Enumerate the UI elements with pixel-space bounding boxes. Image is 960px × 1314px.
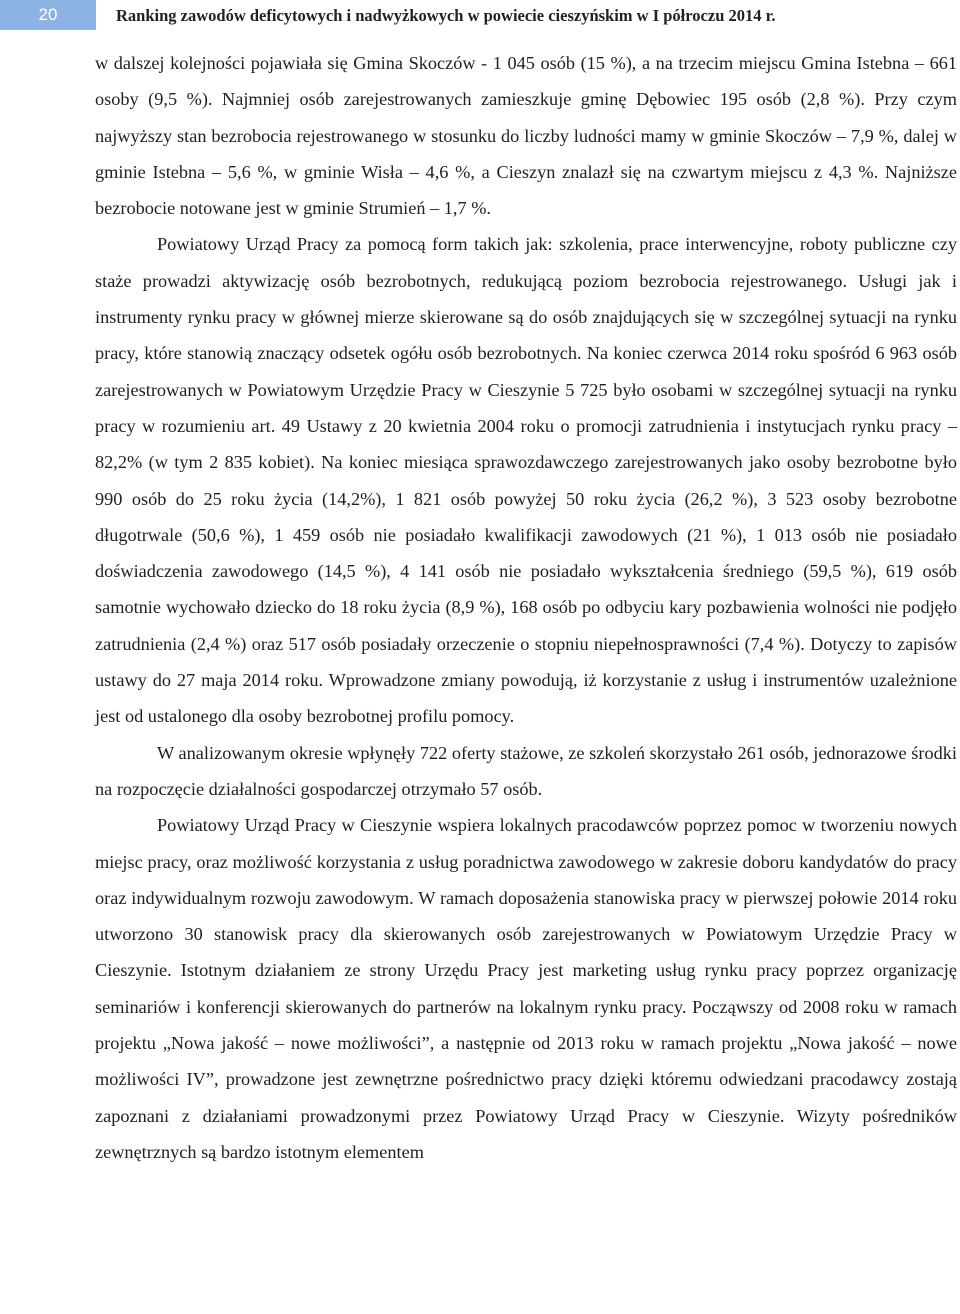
paragraph-offers: W analizowanym okresie wpłynęły 722 oferty stażowe, ze szkoleń skorzystało 261 osób, jednorazowe środki na rozpoczęcie działalności gospodarczej otrzymało 57 osób. — [95, 742, 957, 799]
paragraph-employer-support: Powiatowy Urząd Pracy w Cieszynie wspiera lokalnych pracodawców poprzez pomoc w tworzeniu nowych miejsc pracy, oraz możliwość korzystania z usług poradnictwa zawodowego w zakresie doboru kandydatów do pracy oraz indywidualnym rozwoju zawodowym. W ramach doposażenia stanowiska pracy w pierwszej połowie 2014 roku utworzono 30 stanowisk pracy dla skierowanych osób zarejestrowanych w Powiatowym Urzędzie Pracy w Cieszynie. Istotnym działaniem ze strony Urzędu Pracy jest marketing usług rynku pracy poprzez organizację seminariów i konferencji skierowanych do partnerów na lokalnym rynku pracy. Począwszy od 2008 roku w ramach projektu „Nowa jakość – nowe możliwości”, a następnie od 2013 roku w ramach projektu „Nowa jakość – nowe możliwości IV”, prowadzone jest zewnętrzne pośrednictwo pracy dzięki któremu odwiedzani pracodawcy zostają zapoznani z działaniami prowadzonymi przez Powiatowy Urząd Pracy w Cieszynie. Wizyty pośredników zewnętrznych są bardzo istotnym elementem — [95, 815, 957, 1162]
document-body — [95, 45, 957, 1170]
running-title: Ranking zawodów deficytowych i nadwyżkowych w powiecie cieszyńskim w I półroczu 2014 r. — [116, 6, 776, 25]
page-number: 20 — [0, 0, 96, 30]
paragraph-special-situation: Powiatowy Urząd Pracy za pomocą form takich jak: szkolenia, prace interwencyjne, roboty publiczne czy staże prowadzi aktywizację osób bezrobotnych, redukującą poziom bezrobocia rejestrowanego. Usługi jak i instrumenty rynku pracy w głównej mierze skierowane są do osób znajdujących się w szczególnej sytuacji na rynku pracy, które stanowią znaczący odsetek ogółu osób bezrobotnych. Na koniec czerwca 2014 roku spośród 6 963 osób zarejestrowanych w Powiatowym Urzędzie Pracy w Cieszynie 5 725 było osobami w szczególnej sytuacji na rynku pracy w rozumieniu art. 49 Ustawy z 20 kwietnia 2004 roku o promocji zatrudnienia i instytucjach rynku pracy – 82,2% (w tym 2 835 kobiet). Na koniec miesiąca sprawozdawczego zarejestrowanych jako osoby bezrobotne było 990 osób do 25 roku życia (14,2%), 1 821 osób powyżej 50 roku życia (26,2 %), 3 523 osoby bezrobotne długotrwale (50,6 %), 1 459 osób nie posiadało kwalifikacji zawodowych (21 %), 1 013 osób nie posiadało doświadczenia zawodowego (14,5 %), 4 141 osób nie posiadało wykształcenia średniego (59,5 %), 619 osób samotnie wychowało dziecko do 18 roku życia (8,9 %), 168 osób po odbyciu kary pozbawienia wolności nie podjęło zatrudnienia (2,4 %) oraz 517 osób posiadały orzeczenie o stopniu niepełnosprawności (7,4 %). Dotyczy to zapisów ustawy do 27 maja 2014 roku. Wprowadzone zmiany powodują, iż korzystanie z usług i instrumentów uzależnione jest od ustalonego dla osoby bezrobotnej profilu pomocy. — [95, 234, 957, 727]
page-header — [0, 0, 960, 30]
paragraph-continuation: w dalszej kolejności pojawiała się Gmina Skoczów - 1 045 osób (15 %), a na trzecim miejscu Gmina Istebna – 661 osoby (9,5 %). Najmniej osób zarejestrowanych zamieszkuje gminę Dębowiec 195 osób (2,8 %). Przy czym najwyższy stan bezrobocia rejestrowanego w stosunku do liczby ludności mamy w gminie Skoczów – 7,9 %, dalej w gminie Istebna – 5,6 %, w gminie Wisła – 4,6 %, a Cieszyn znalazł się na czwartym miejscu z 4,3 %. Najniższe bezrobocie notowane jest w gminie Strumień – 1,7 %. — [95, 53, 957, 219]
